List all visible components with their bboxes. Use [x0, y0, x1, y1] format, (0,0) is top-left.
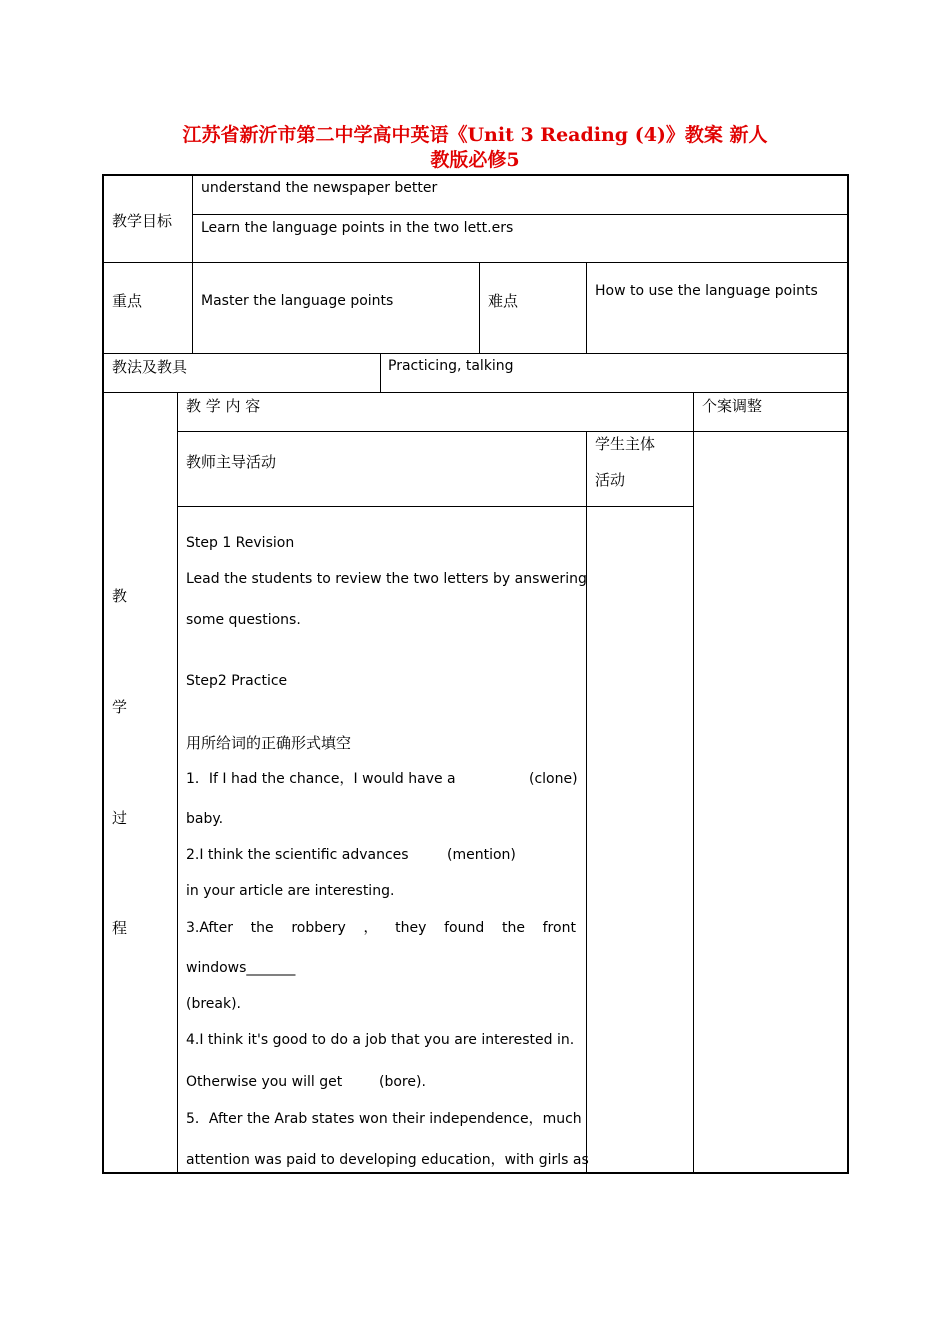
- question-1-part-1: 1．If I had the chance，I would have a: [186, 771, 456, 787]
- question-2-part-1: 2.I think the scientific advances: [186, 847, 409, 863]
- process-char-4: 程: [112, 919, 128, 937]
- question-4-part-2: Otherwise you will get: [186, 1074, 343, 1090]
- divider: [104, 353, 847, 354]
- step1-line-2: some questions.: [186, 612, 301, 628]
- q3-word: front: [542, 920, 576, 936]
- document-title: [120, 123, 830, 173]
- divider: [380, 353, 381, 392]
- divider: [586, 431, 587, 1174]
- divider: [177, 431, 847, 432]
- objectives-label: 教学目标: [112, 212, 173, 230]
- key-points-label: 重点: [112, 292, 143, 310]
- question-4-part-1: 4.I think it's good to do a job that you are interested in.: [186, 1032, 575, 1048]
- fill-in-title: 用所给词的正确形式填空: [186, 734, 352, 752]
- divider: [177, 392, 178, 1174]
- question-1-hint: (clone): [529, 771, 578, 787]
- divider: [479, 262, 480, 353]
- question-1-part-2: baby.: [186, 811, 224, 827]
- q3-word: they: [395, 920, 427, 936]
- question-3-hint: (break).: [186, 996, 242, 1012]
- process-char-1: 教: [112, 587, 128, 605]
- question-2-hint: (mention): [447, 847, 516, 863]
- q3-word: 3.After: [186, 920, 233, 936]
- step2-title: Step2 Practice: [186, 673, 288, 689]
- process-char-2: 学: [112, 698, 128, 716]
- divider: [193, 214, 847, 215]
- student-header-line-2: 活动: [595, 471, 626, 489]
- divider: [104, 262, 847, 263]
- q3-word: ，: [363, 920, 378, 936]
- question-5-part-2: attention was paid to developing education，with girls as: [186, 1152, 589, 1168]
- q3-word: found: [444, 920, 485, 936]
- difficulty-value: How to use the language points: [595, 283, 818, 299]
- title-line-1: 江苏省新沂市第二中学高中英语《Unit 3 Reading (4)》教案 新人: [182, 124, 768, 146]
- methods-value: Practicing, talking: [388, 358, 514, 374]
- objective-item-1: understand the newspaper better: [201, 180, 438, 196]
- step1-title: Step 1 Revision: [186, 535, 295, 551]
- title-line-2: 教版必修5: [430, 149, 520, 171]
- question-2-part-2: in your article are interesting.: [186, 883, 395, 899]
- methods-label: 教法及教具: [112, 358, 188, 376]
- difficulty-label: 难点: [488, 292, 519, 310]
- question-3-part-1: [186, 919, 576, 937]
- teacher-header: 教师主导活动: [186, 453, 277, 471]
- divider: [192, 176, 193, 353]
- q3-word: robbery: [291, 920, 346, 936]
- content-header: 教 学 内 容: [186, 397, 261, 415]
- adjust-header: 个案调整: [702, 397, 763, 415]
- question-4-hint: (bore).: [379, 1074, 426, 1090]
- key-points-value: Master the language points: [201, 293, 394, 309]
- q3-word: the: [501, 920, 525, 936]
- objective-item-2: Learn the language points in the two lett.ers: [201, 220, 514, 236]
- student-header-line-1: 学生主体: [595, 435, 656, 453]
- question-3-part-2: windows_______: [186, 960, 296, 976]
- step1-line-1: Lead the students to review the two letters by answering: [186, 571, 587, 587]
- question-5-part-1: 5．After the Arab states won their independence，much: [186, 1111, 582, 1127]
- divider: [693, 392, 694, 1174]
- q3-word: the: [250, 920, 274, 936]
- divider: [586, 262, 587, 353]
- process-char-3: 过: [112, 809, 128, 827]
- divider: [177, 506, 693, 507]
- divider: [104, 392, 847, 393]
